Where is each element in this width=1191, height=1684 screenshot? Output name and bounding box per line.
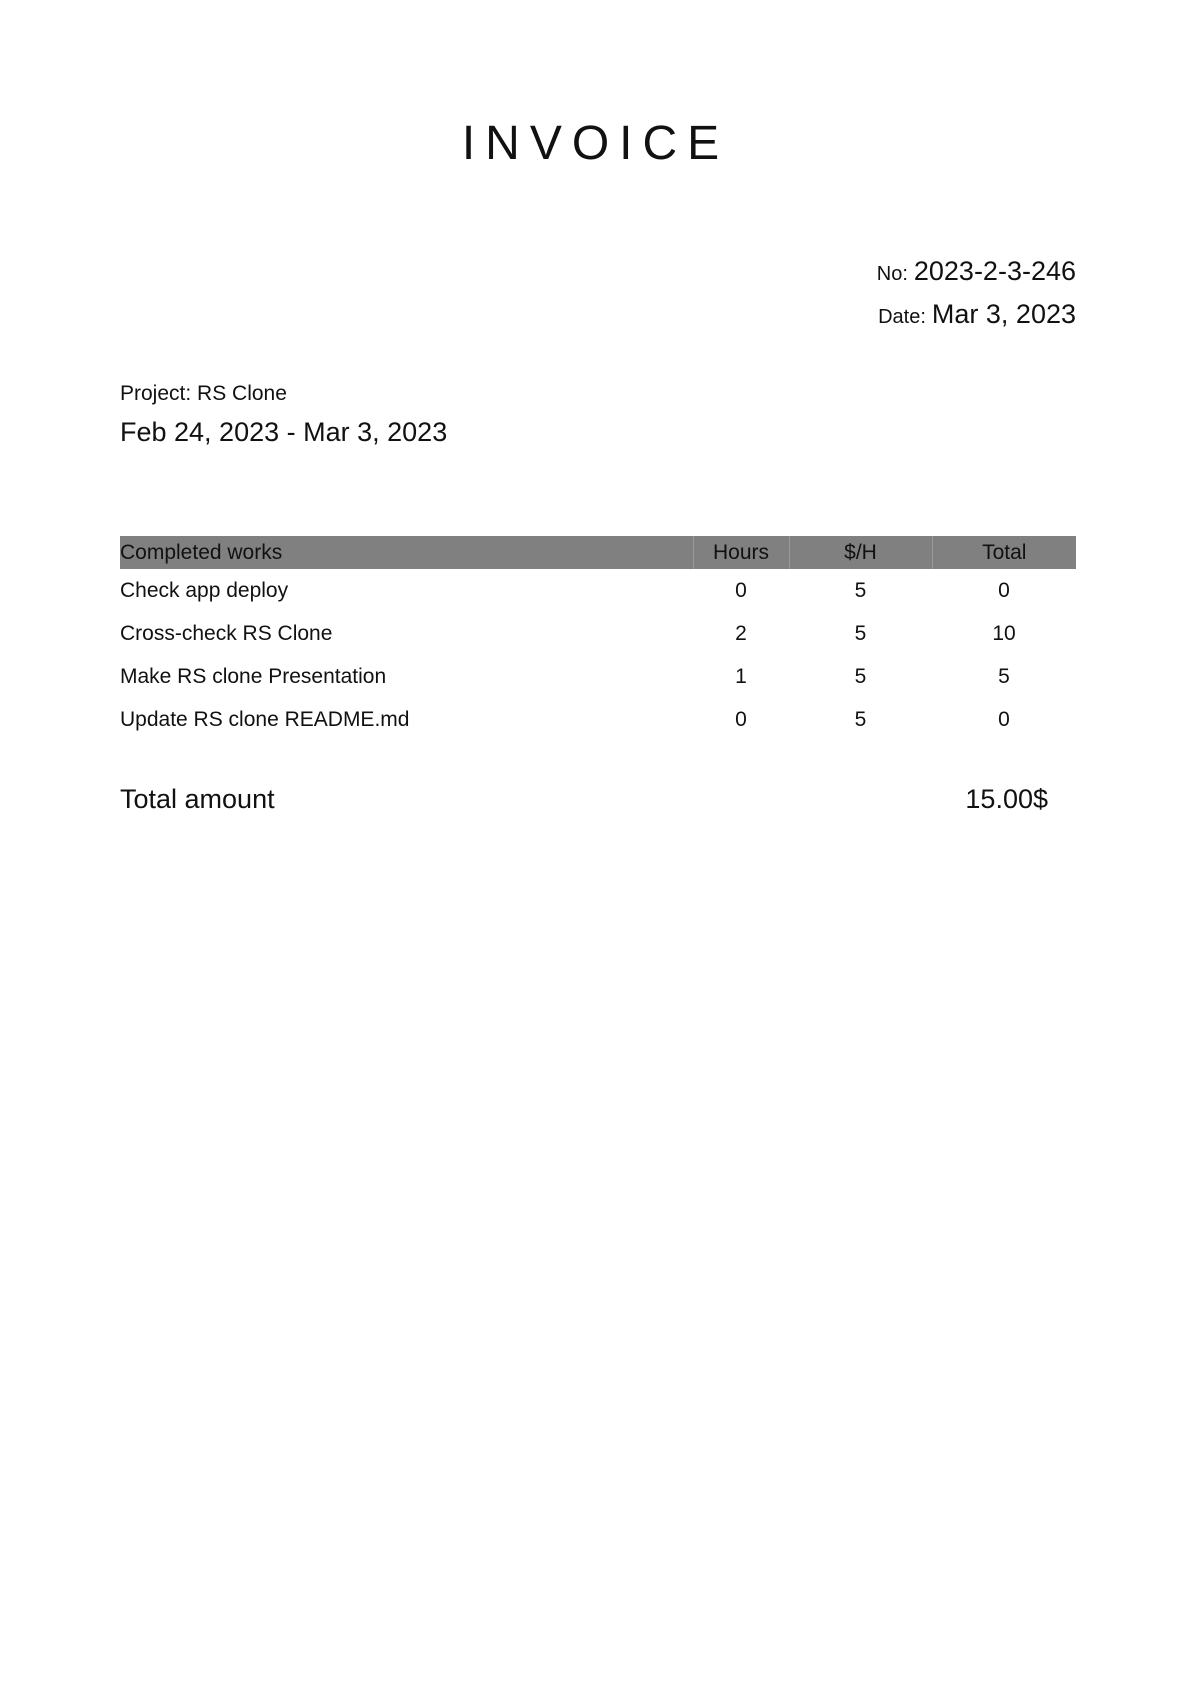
table-header-row: [120, 536, 1076, 569]
header-completed-works: Completed works: [120, 536, 693, 569]
invoice-number: [877, 256, 1076, 287]
invoice-number-label: No:: [876, 263, 908, 285]
header-rate: $/H: [789, 536, 932, 569]
completed-works-table: [120, 536, 1076, 741]
rate-cell: 5: [854, 707, 867, 731]
work-cell: Cross-check RS Clone: [120, 621, 333, 645]
hours-cell: 0: [735, 707, 747, 731]
work-cell: Check app deploy: [120, 578, 289, 602]
billing-period: Feb 24, 2023 - Mar 3, 2023: [120, 417, 448, 447]
total-amount-value: 15.00$: [965, 784, 1048, 814]
table-row: [120, 612, 1076, 655]
work-cell: Make RS clone Presentation: [120, 664, 387, 688]
total-cell: 0: [998, 707, 1010, 731]
total-cell: 5: [998, 664, 1010, 688]
total-amount-row: [120, 784, 1076, 824]
total-amount-label: Total amount: [120, 784, 275, 814]
header-hours: Hours: [693, 536, 789, 569]
table-row: [120, 655, 1076, 698]
work-cell: Update RS clone README.md: [120, 707, 410, 731]
rate-cell: 5: [854, 621, 867, 645]
invoice-date-label: Date:: [878, 306, 926, 328]
invoice-date: [878, 299, 1076, 330]
hours-cell: 2: [735, 621, 747, 645]
table-row: [120, 698, 1076, 741]
total-cell: 0: [998, 578, 1010, 602]
invoice-title: INVOICE: [461, 117, 730, 170]
hours-cell: 1: [735, 664, 747, 688]
project-label: Project: RS Clone: [120, 382, 287, 405]
total-cell: 10: [992, 621, 1016, 645]
header-total: Total: [932, 536, 1076, 569]
rate-cell: 5: [854, 664, 867, 688]
hours-cell: 0: [735, 578, 747, 602]
rate-cell: 5: [854, 578, 867, 602]
table-row: [120, 569, 1076, 612]
invoice-date-value: Mar 3, 2023: [931, 299, 1076, 329]
invoice-number-value: 2023-2-3-246: [913, 256, 1076, 286]
